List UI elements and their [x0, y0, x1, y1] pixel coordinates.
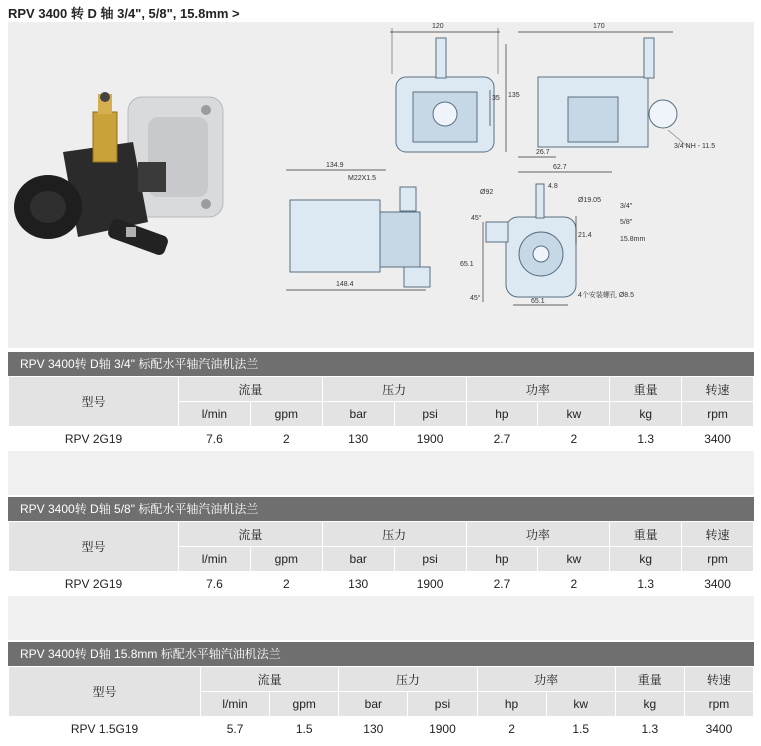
unit-kw: kw: [538, 547, 610, 572]
unit-kg: kg: [610, 547, 682, 572]
dim-62-7: 62.7: [553, 164, 567, 171]
header-pressure: 压力: [339, 667, 477, 692]
unit-psi: psi: [394, 402, 466, 427]
header-model: 型号: [9, 522, 179, 572]
dim-nh: 3/4 NH - 11.5: [674, 143, 716, 150]
table-row: [9, 717, 754, 742]
dim-4-8: 4.8: [548, 183, 558, 190]
cell-kg: 1.3: [610, 427, 682, 452]
unit-hp: hp: [466, 402, 538, 427]
dim-15-8mm: 15.8mm: [620, 236, 646, 243]
dim-mount-holes: 4个安装螺孔 Ø8.5: [578, 292, 635, 299]
cell-psi: 1900: [394, 572, 466, 597]
dim-92: Ø92: [480, 189, 494, 196]
dim-21-4: 21.4: [578, 232, 592, 239]
dim-65-1-vertical: 65.1: [460, 261, 474, 268]
unit-psi: psi: [394, 547, 466, 572]
unit-lmin: l/min: [179, 402, 251, 427]
unit-gpm: gpm: [270, 692, 339, 717]
cell-model: RPV 2G19: [9, 572, 179, 597]
drawing-top-view: [286, 162, 430, 290]
spec-table: [8, 521, 754, 596]
header-flow: 流量: [179, 377, 323, 402]
header-speed: 转速: [682, 377, 754, 402]
cell-psi: 1900: [394, 427, 466, 452]
unit-hp: hp: [477, 692, 546, 717]
page-title[interactable]: RPV 3400 转 D 轴 3/4", 5/8", 15.8mm >: [8, 6, 240, 21]
spec-table: [8, 376, 754, 451]
cell-psi: 1900: [408, 717, 477, 742]
cell-gpm: 2: [250, 427, 322, 452]
dim-angle-45-b: 45°: [470, 295, 481, 302]
header-weight: 重量: [610, 377, 682, 402]
drawing-side-view: [518, 23, 715, 172]
spec-section-2: [8, 497, 754, 640]
header-model: 型号: [9, 667, 201, 717]
unit-rpm: rpm: [684, 692, 753, 717]
header-weight: 重量: [610, 522, 682, 547]
header-pressure: 压力: [322, 522, 466, 547]
cell-lmin: 7.6: [179, 427, 251, 452]
cell-kw: 2: [538, 427, 610, 452]
header-power: 功率: [466, 377, 610, 402]
unit-bar: bar: [322, 547, 394, 572]
cell-bar: 130: [322, 427, 394, 452]
drawing-flange-view: [460, 183, 645, 305]
cell-hp: 2: [477, 717, 546, 742]
dim-3-4: 3/4": [620, 203, 633, 210]
unit-kw: kw: [546, 692, 615, 717]
drawing-front-view: [390, 23, 520, 152]
unit-lmin: l/min: [201, 692, 270, 717]
unit-gpm: gpm: [250, 547, 322, 572]
spec-section-1: [8, 352, 754, 495]
pump-photo: [14, 92, 223, 257]
cell-kg: 1.3: [615, 717, 684, 742]
unit-psi: psi: [408, 692, 477, 717]
unit-rpm: rpm: [682, 547, 754, 572]
spec-section-3: [8, 642, 754, 741]
cell-lmin: 5.7: [201, 717, 270, 742]
cell-rpm: 3400: [682, 572, 754, 597]
dim-65-1-horizontal: 65.1: [531, 298, 545, 305]
unit-bar: bar: [322, 402, 394, 427]
product-illustration: [8, 22, 754, 348]
unit-rpm: rpm: [682, 402, 754, 427]
unit-gpm: gpm: [250, 402, 322, 427]
section-spacer: [8, 451, 754, 495]
cell-kw: 2: [538, 572, 610, 597]
header-power: 功率: [477, 667, 615, 692]
header-model: 型号: [9, 377, 179, 427]
dim-35: 35: [492, 95, 500, 102]
cell-kw: 1.5: [546, 717, 615, 742]
section-title: RPV 3400转 D轴 15.8mm 标配水平轴汽油机法兰: [8, 642, 754, 666]
unit-bar: bar: [339, 692, 408, 717]
header-power: 功率: [466, 522, 610, 547]
unit-lmin: l/min: [179, 547, 251, 572]
product-hero: [8, 22, 754, 348]
dim-120: 120: [432, 23, 444, 30]
unit-hp: hp: [466, 547, 538, 572]
cell-bar: 130: [322, 572, 394, 597]
header-weight: 重量: [615, 667, 684, 692]
cell-hp: 2.7: [466, 427, 538, 452]
unit-kw: kw: [538, 402, 610, 427]
dim-134-9: 134.9: [326, 162, 344, 169]
cell-gpm: 1.5: [270, 717, 339, 742]
section-spacer: [8, 596, 754, 640]
header-speed: 转速: [684, 667, 753, 692]
table-row: [9, 572, 754, 597]
table-row: [9, 427, 754, 452]
cell-bar: 130: [339, 717, 408, 742]
dim-angle-45-a: 45°: [471, 215, 482, 222]
cell-hp: 2.7: [466, 572, 538, 597]
dim-148-4: 148.4: [336, 281, 354, 288]
header-flow: 流量: [179, 522, 323, 547]
cell-lmin: 7.6: [179, 572, 251, 597]
cell-model: RPV 1.5G19: [9, 717, 201, 742]
header-flow: 流量: [201, 667, 339, 692]
spec-table: [8, 666, 754, 741]
section-title: RPV 3400转 D轴 5/8" 标配水平轴汽油机法兰: [8, 497, 754, 521]
header-speed: 转速: [682, 522, 754, 547]
dim-26-7: 26.7: [536, 149, 550, 156]
unit-kg: kg: [615, 692, 684, 717]
header-pressure: 压力: [322, 377, 466, 402]
dim-19-05: Ø19.05: [578, 197, 601, 204]
unit-kg: kg: [610, 402, 682, 427]
cell-kg: 1.3: [610, 572, 682, 597]
dim-5-8: 5/8": [620, 219, 633, 226]
cell-gpm: 2: [250, 572, 322, 597]
dim-170: 170: [593, 23, 605, 30]
dim-m22: M22X1.5: [348, 175, 377, 182]
cell-model: RPV 2G19: [9, 427, 179, 452]
cell-rpm: 3400: [682, 427, 754, 452]
dim-135: 135: [508, 92, 520, 99]
section-title: RPV 3400转 D轴 3/4" 标配水平轴汽油机法兰: [8, 352, 754, 376]
cell-rpm: 3400: [684, 717, 753, 742]
